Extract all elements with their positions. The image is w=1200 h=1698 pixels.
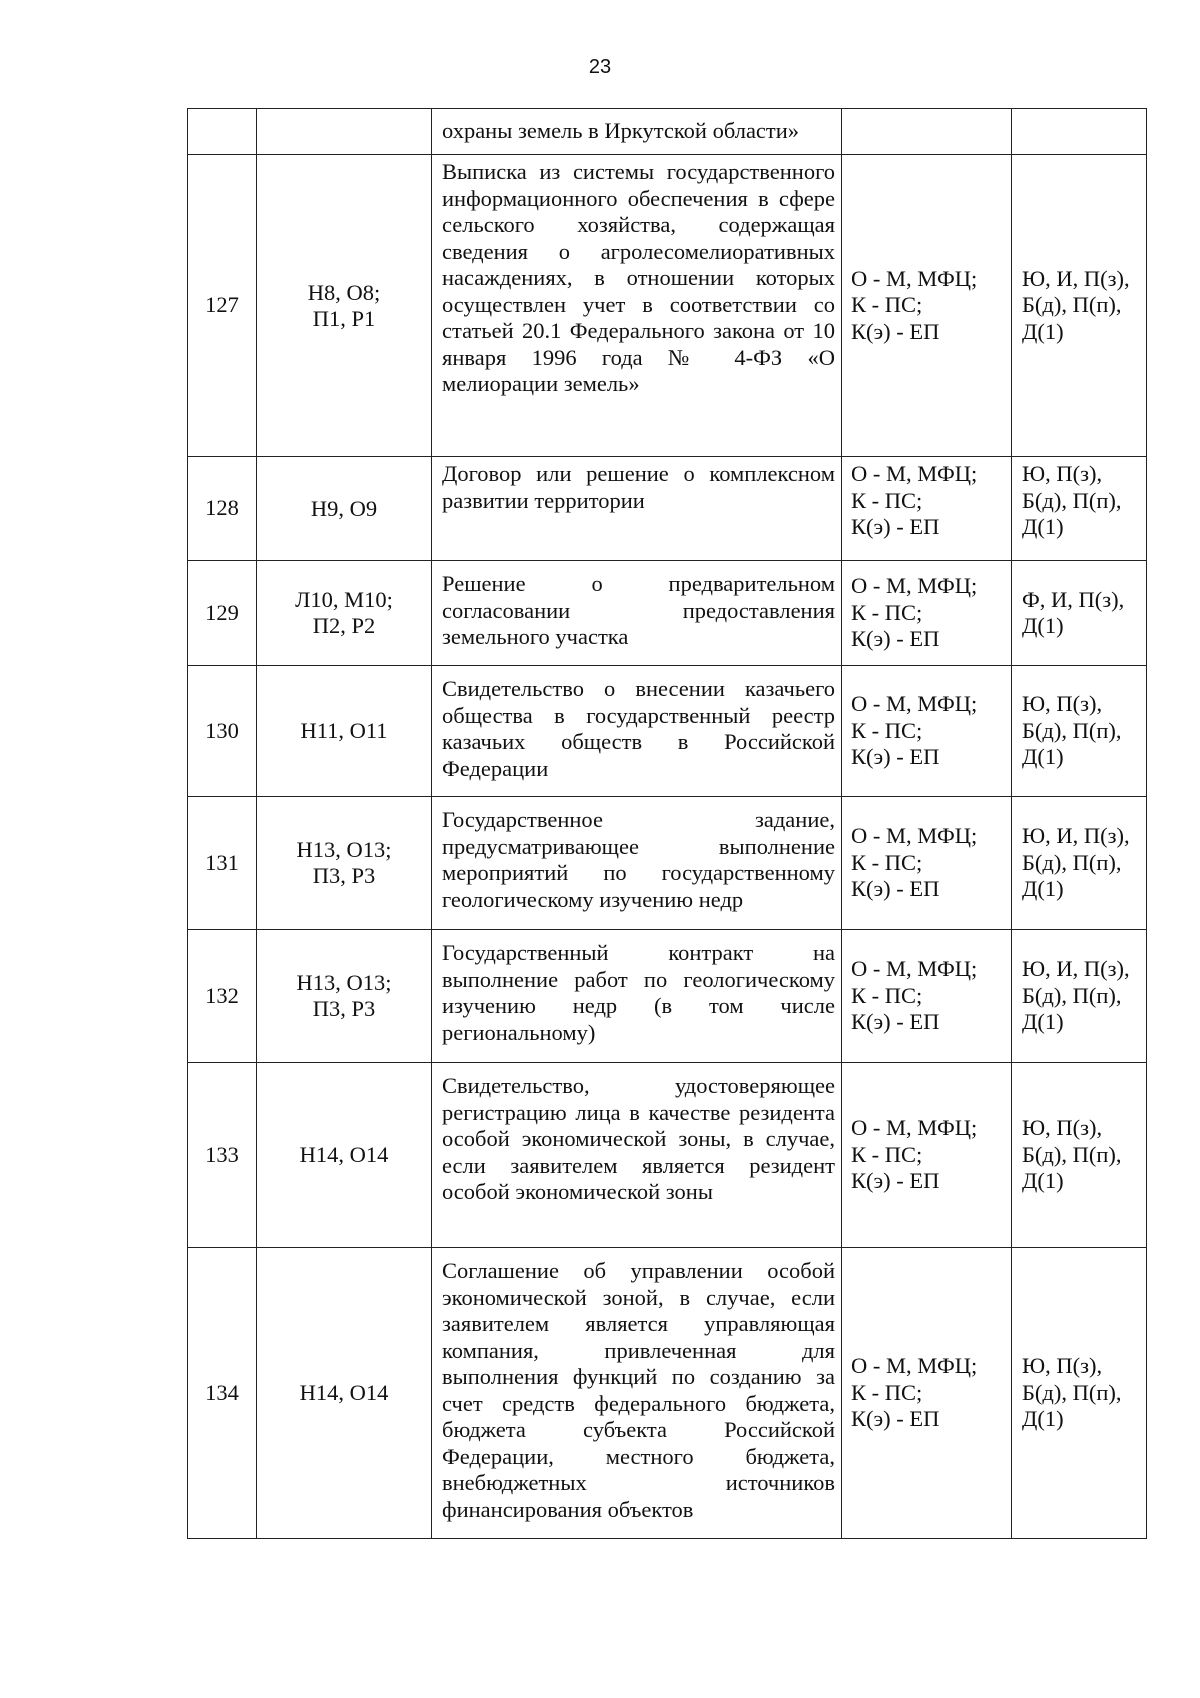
applicant-line: Д(1) <box>1022 514 1064 539</box>
code-line: Н14, О14 <box>299 1380 389 1405</box>
row-code-cell <box>257 666 432 797</box>
channel-line: К(э) - ЕП <box>851 1406 940 1432</box>
row-applicants-cell <box>1012 666 1147 797</box>
row-number-cell: 133 <box>188 1063 257 1248</box>
row-applicants-cell <box>1012 561 1147 666</box>
channel-line: К - ПС; <box>851 982 923 1008</box>
row-code-cell <box>257 1063 432 1248</box>
applicant-line: Д(1) <box>1022 1009 1064 1035</box>
channel-line: К - ПС; <box>851 1141 923 1167</box>
table-row <box>188 930 1147 1063</box>
row-applicants-cell <box>1012 457 1147 561</box>
code-line: Н13, О13; <box>296 837 392 862</box>
row-code-cell <box>257 155 432 457</box>
applicant-line: Б(д), П(п), <box>1022 982 1122 1008</box>
row-channels-cell <box>842 561 1012 666</box>
documents-table <box>187 108 1147 1539</box>
channel-line: О - М, МФЦ; <box>851 265 978 291</box>
channel-line: К - ПС; <box>851 849 923 875</box>
row-channels-cell <box>842 457 1012 561</box>
row-description-cell: Государственное задание, предусматривающее выполнение мероприятий по государственному геологическому изучению недр <box>432 797 842 930</box>
applicant-line: Д(1) <box>1022 1168 1064 1194</box>
row-code-cell <box>257 1248 432 1539</box>
table-row <box>188 155 1147 457</box>
applicant-line: Ю, И, П(з), <box>1022 956 1130 982</box>
table-row <box>188 457 1147 561</box>
applicant-line: Ю, П(з), <box>1022 1115 1103 1141</box>
row-applicants-cell <box>1012 1248 1147 1539</box>
row-applicants-cell <box>1012 930 1147 1063</box>
channel-line: О - М, МФЦ; <box>851 1115 978 1141</box>
channel-line: О - М, МФЦ; <box>851 1353 978 1379</box>
table-row <box>188 666 1147 797</box>
applicant-line: Ф, И, П(з), <box>1022 586 1125 612</box>
row-description-cell: Свидетельство, удостоверяющее регистрацию лица в качестве резидента особой экономической зоны, в случае, если заявителем является резидент особой экономической зоны <box>432 1063 842 1248</box>
page-number: 23 <box>588 56 612 78</box>
row-number-cell: 132 <box>188 930 257 1063</box>
channel-line: К(э) - ЕП <box>851 318 940 344</box>
applicant-line: Д(1) <box>1022 876 1064 902</box>
row-number-cell: 129 <box>188 561 257 666</box>
code-line: Н11, О11 <box>300 718 388 743</box>
channel-line: К - ПС; <box>851 487 923 513</box>
applicant-line: Ю, И, П(з), <box>1022 265 1130 291</box>
table-row <box>188 1248 1147 1539</box>
code-line: Н8, О8; <box>307 279 381 305</box>
channel-line: К - ПС; <box>851 717 923 743</box>
channel-line: К(э) - ЕП <box>851 876 940 902</box>
table-row <box>188 1063 1147 1248</box>
row-number-cell <box>188 109 257 155</box>
row-channels-cell <box>842 109 1012 155</box>
applicant-line: Ю, И, П(з), <box>1022 823 1130 849</box>
row-channels-cell <box>842 666 1012 797</box>
row-description-cell: Выписка из системы государственного информационного обеспечения в сфере сельского хозяйства, содержащая сведения о агролесомелиоративных насаждениях, в отношении которых осуществлен учет в соответствии со статьей 20.1 Федерального закона от 10 января 1996 года № 4-ФЗ «О мелиорации земель» <box>432 155 842 457</box>
channel-line: К - ПС; <box>851 599 923 625</box>
row-description-cell: Государственный контракт на выполнение работ по геологическому изучению недр (в том числе региональному) <box>432 930 842 1063</box>
row-applicants-cell <box>1012 155 1147 457</box>
channel-line: О - М, МФЦ; <box>851 823 978 849</box>
code-line: Н14, О14 <box>299 1142 389 1167</box>
row-description-cell: Соглашение об управлении особой экономической зоной, в случае, если заявителем является управляющая компания, привлеченная для выполнения функций по созданию за счет средств федерального бюджета, бюджета субъекта Российской Федерации, местного бюджета, внебюджетных источников финансирования объектов <box>432 1248 842 1539</box>
row-code-cell <box>257 797 432 930</box>
code-line: П2, Р2 <box>312 613 376 638</box>
row-channels-cell <box>842 797 1012 930</box>
row-channels-cell <box>842 155 1012 457</box>
channel-line: К - ПС; <box>851 1379 923 1405</box>
code-line: П1, Р1 <box>312 305 376 331</box>
channel-line: О - М, МФЦ; <box>851 956 978 982</box>
applicant-line: Ю, П(з), <box>1022 1353 1103 1379</box>
applicant-line: Ю, П(з), <box>1022 691 1103 717</box>
channel-line: К(э) - ЕП <box>851 514 940 539</box>
applicant-line: Д(1) <box>1022 318 1064 344</box>
row-number-cell: 134 <box>188 1248 257 1539</box>
applicant-line: Ю, П(з), <box>1022 461 1103 486</box>
applicant-line: Д(1) <box>1022 744 1064 770</box>
row-channels-cell <box>842 1063 1012 1248</box>
applicant-line: Д(1) <box>1022 613 1064 638</box>
channel-line: О - М, МФЦ; <box>851 691 978 717</box>
applicant-line: Б(д), П(п), <box>1022 849 1122 875</box>
code-line: Л10, М10; <box>295 587 393 612</box>
row-description-cell: Свидетельство о внесении казачьего общества в государственный реестр казачьих обществ в Российской Федерации <box>432 666 842 797</box>
row-channels-cell <box>842 930 1012 1063</box>
applicant-line: Д(1) <box>1022 1406 1064 1432</box>
row-applicants-cell <box>1012 797 1147 930</box>
applicant-line: Б(д), П(п), <box>1022 292 1122 318</box>
row-code-cell <box>257 561 432 666</box>
applicant-line: Б(д), П(п), <box>1022 1141 1122 1167</box>
channel-line: О - М, МФЦ; <box>851 573 978 599</box>
table-row <box>188 109 1147 155</box>
row-number-cell: 130 <box>188 666 257 797</box>
row-code-cell <box>257 930 432 1063</box>
row-number-cell: 127 <box>188 155 257 457</box>
row-channels-cell <box>842 1248 1012 1539</box>
row-code-cell <box>257 457 432 561</box>
code-line: П3, Р3 <box>312 996 376 1021</box>
channel-line: О - М, МФЦ; <box>851 461 978 486</box>
channel-line: К(э) - ЕП <box>851 626 940 652</box>
row-description-cell: Договор или решение о комплексном развитии территории <box>432 457 842 561</box>
code-line: Н13, О13; <box>296 970 392 995</box>
applicant-line: Б(д), П(п), <box>1022 717 1122 743</box>
code-line: Н9, О9 <box>310 495 378 521</box>
row-applicants-cell <box>1012 1063 1147 1248</box>
applicant-line: Б(д), П(п), <box>1022 487 1122 513</box>
table-row <box>188 561 1147 666</box>
row-applicants-cell <box>1012 109 1147 155</box>
row-description-cell: охраны земель в Иркутской области» <box>432 109 842 155</box>
table-row <box>188 797 1147 930</box>
row-number-cell: 128 <box>188 457 257 561</box>
row-description-cell: Решение о предварительном согласовании предоставления земельного участка <box>432 561 842 666</box>
channel-line: К - ПС; <box>851 292 923 318</box>
code-line: П3, Р3 <box>312 863 376 888</box>
row-number-cell: 131 <box>188 797 257 930</box>
channel-line: К(э) - ЕП <box>851 1009 940 1035</box>
channel-line: К(э) - ЕП <box>851 744 940 770</box>
applicant-line: Б(д), П(п), <box>1022 1379 1122 1405</box>
channel-line: К(э) - ЕП <box>851 1168 940 1194</box>
row-code-cell <box>257 109 432 155</box>
